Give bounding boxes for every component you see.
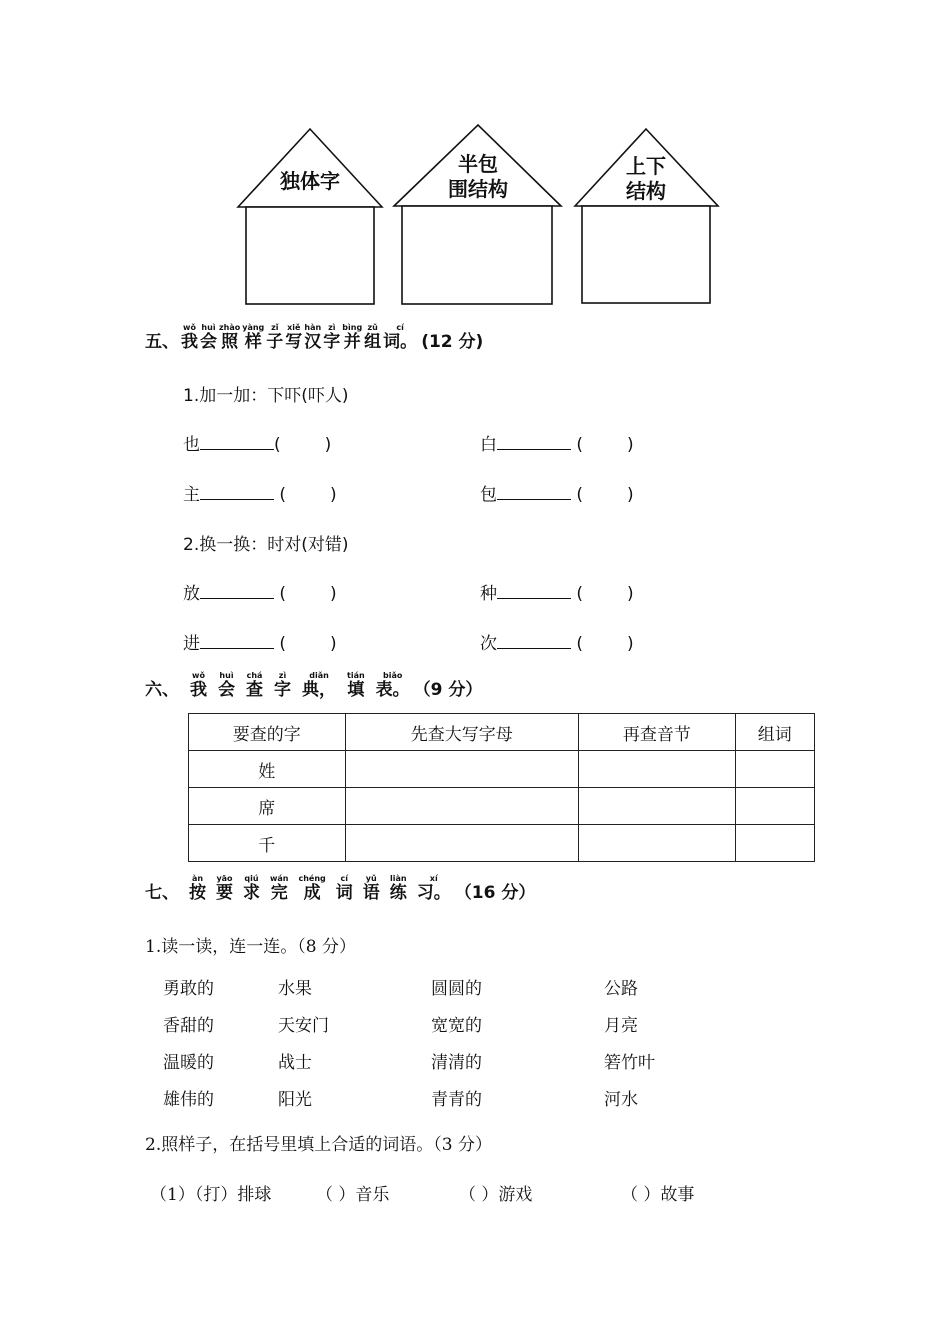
heading-char: 五、 [145, 332, 179, 352]
house-label-1: 独体字 [280, 169, 340, 193]
heading-char: 样yàng [242, 323, 265, 352]
heading-char: 求qiú [243, 874, 260, 903]
lookup-char: 姓 [189, 751, 346, 788]
heading-char: 会huì [218, 671, 235, 700]
heading-char: 照zhào [219, 323, 241, 352]
answer-blank[interactable] [497, 584, 571, 599]
table-row [189, 751, 815, 788]
match-word[interactable]: 宽宽的 [431, 1016, 482, 1036]
answer-blank[interactable] [497, 485, 571, 500]
answer-blank[interactable] [200, 485, 274, 500]
answer-cell[interactable] [735, 751, 814, 788]
pinyin: zǔ [364, 323, 382, 332]
house-half-enclosed [394, 125, 561, 304]
pinyin: zì [274, 671, 291, 680]
match-word[interactable]: 箬竹叶 [604, 1053, 655, 1073]
answer-cell[interactable] [579, 825, 736, 862]
pinyin: cí [383, 323, 418, 332]
heading-char: 词。cí [383, 323, 418, 352]
heading-char: 字zì [274, 671, 291, 700]
answer-blank[interactable] [497, 435, 571, 450]
pinyin: hàn [304, 323, 322, 332]
match-word[interactable]: 圆圆的 [431, 979, 482, 999]
s7-q2-label: 2.照样子，在括号里填上合适的词语。（3 分） [145, 1135, 492, 1155]
heading-char: 表。biǎo [375, 671, 410, 700]
pinyin: zhào [219, 323, 241, 332]
heading-char: 典，diǎn [302, 671, 336, 700]
answer-blank[interactable] [200, 634, 274, 649]
heading-char: 习。xí [416, 874, 451, 903]
fill-row: 放 ( ) [183, 584, 337, 604]
match-word[interactable]: 勇敢的 [163, 979, 214, 999]
fill-row: 进 ( ) [183, 634, 337, 654]
heading-char: 要yāo [216, 874, 233, 903]
answer-blank[interactable] [497, 634, 571, 649]
section5-score: (12 分) [421, 332, 484, 352]
table-row [189, 825, 815, 862]
fill-row: 包 ( ) [480, 485, 634, 505]
fill-row: 次 ( ) [480, 634, 634, 654]
house-label-2a: 半包 [458, 152, 498, 176]
heading-char: 我wǒ [181, 323, 198, 352]
heading-char: 六、 [145, 680, 179, 700]
heading-char: 字zì [323, 323, 341, 352]
heading-char: 写xiě [285, 323, 303, 352]
heading-char: 组zǔ [364, 323, 382, 352]
answer-cell[interactable] [579, 788, 736, 825]
pinyin: qiú [243, 874, 260, 883]
section5-heading [145, 323, 483, 352]
house-label-2b: 围结构 [448, 177, 508, 201]
fill-row: 种 ( ) [480, 584, 634, 604]
heading-chars [145, 323, 417, 352]
match-word[interactable]: 河水 [604, 1090, 638, 1110]
pinyin: chéng [298, 874, 326, 883]
table-header: 先查大写字母 [345, 714, 579, 751]
pinyin: chá [246, 671, 263, 680]
heading-char: 并bìng [342, 323, 363, 352]
base-char: 也 [183, 435, 200, 455]
answer-cell[interactable] [345, 825, 579, 862]
answer-cell[interactable] [735, 825, 814, 862]
answer-cell[interactable] [735, 788, 814, 825]
house-top-bottom [575, 129, 718, 303]
fill-item[interactable]: （ ）游戏 [459, 1185, 533, 1205]
table-header: 再查音节 [579, 714, 736, 751]
pinyin: àn [189, 874, 206, 883]
heading-char: 按àn [189, 874, 206, 903]
base-char: 进 [183, 634, 200, 654]
pinyin: zǐ [266, 323, 284, 332]
heading-char: 会huì [200, 323, 217, 352]
answer-cell[interactable] [345, 751, 579, 788]
base-char: 种 [480, 584, 497, 604]
pinyin: cí [335, 874, 353, 883]
base-char: 白 [480, 435, 497, 455]
heading-char: 填tián [347, 671, 365, 700]
match-word[interactable]: 战士 [278, 1053, 312, 1073]
fill-row: 也 ( ) [183, 435, 332, 455]
pinyin: yāo [216, 874, 233, 883]
table-header: 要查的字 [189, 714, 346, 751]
fill-row: 白 ( ) [480, 435, 634, 455]
table-header-row [189, 714, 815, 751]
dictionary-table [188, 713, 815, 862]
pinyin [145, 323, 179, 332]
match-word[interactable]: 阳光 [278, 1090, 312, 1110]
match-word[interactable]: 月亮 [604, 1016, 638, 1036]
heading-char: 子zǐ [266, 323, 284, 352]
heading-chars [145, 874, 451, 903]
heading-char: 成chéng [298, 874, 326, 903]
pinyin: huì [218, 671, 235, 680]
section7-score: （16 分） [454, 883, 536, 903]
section6-score: （9 分） [413, 680, 483, 700]
house-label-3a: 上下 [626, 154, 666, 178]
base-char: 放 [183, 584, 200, 604]
pinyin: wán [270, 874, 289, 883]
heading-char: 完wán [270, 874, 289, 903]
match-word[interactable]: 温暖的 [163, 1053, 214, 1073]
pinyin: zì [323, 323, 341, 332]
heading-char: 查chá [246, 671, 263, 700]
match-word[interactable]: 公路 [604, 979, 638, 999]
q2-label: 2.换一换：时对(对错) [183, 535, 349, 555]
house-label-3b: 结构 [626, 179, 666, 203]
answer-blank[interactable] [200, 584, 274, 599]
pinyin: biǎo [375, 671, 410, 680]
pinyin: wǒ [181, 323, 198, 332]
table-header: 组词 [735, 714, 814, 751]
pinyin: xiě [285, 323, 303, 332]
fill-row: 主 ( ) [183, 485, 337, 505]
heading-char: 练liàn [389, 874, 407, 903]
match-word[interactable]: 青青的 [431, 1090, 482, 1110]
base-char: 包 [480, 485, 497, 505]
pinyin: liàn [389, 874, 407, 883]
heading-char: 七、 [145, 883, 179, 903]
pinyin: yǔ [362, 874, 380, 883]
heading-char: 汉hàn [304, 323, 322, 352]
heading-chars [145, 671, 410, 700]
pinyin [145, 671, 179, 680]
pinyin [145, 874, 179, 883]
pinyin: diǎn [302, 671, 336, 680]
structure-houses [0, 0, 950, 320]
section7-heading [145, 874, 535, 903]
base-char: 次 [480, 634, 497, 654]
heading-char: 词cí [335, 874, 353, 903]
match-word[interactable]: 香甜的 [163, 1016, 214, 1036]
match-word[interactable]: 清清的 [431, 1053, 482, 1073]
answer-blank[interactable] [200, 435, 274, 450]
s7-q1-label: 1.读一读，连一连。（8 分） [145, 937, 356, 957]
heading-char: 语yǔ [362, 874, 380, 903]
lookup-char: 千 [189, 825, 346, 862]
heading-char: 我wǒ [190, 671, 207, 700]
base-char: 主 [183, 485, 200, 505]
house-single-character [238, 129, 382, 304]
pinyin: yàng [242, 323, 265, 332]
match-word[interactable]: 水果 [278, 979, 312, 999]
pinyin: bìng [342, 323, 363, 332]
example-item: （1）（打）排球 [150, 1185, 272, 1205]
pinyin: tián [347, 671, 365, 680]
lookup-char: 席 [189, 788, 346, 825]
answer-cell[interactable] [579, 751, 736, 788]
match-word[interactable]: 雄伟的 [163, 1090, 214, 1110]
answer-cell[interactable] [345, 788, 579, 825]
pinyin: huì [200, 323, 217, 332]
pinyin: xí [416, 874, 451, 883]
fill-item[interactable]: （ ）故事 [621, 1185, 695, 1205]
section6-heading [145, 671, 482, 700]
q1-label: 1.加一加：下吓(吓人) [183, 386, 349, 406]
match-word[interactable]: 天安门 [278, 1016, 329, 1036]
fill-item[interactable]: （ ）音乐 [316, 1185, 390, 1205]
pinyin: wǒ [190, 671, 207, 680]
table-row [189, 788, 815, 825]
